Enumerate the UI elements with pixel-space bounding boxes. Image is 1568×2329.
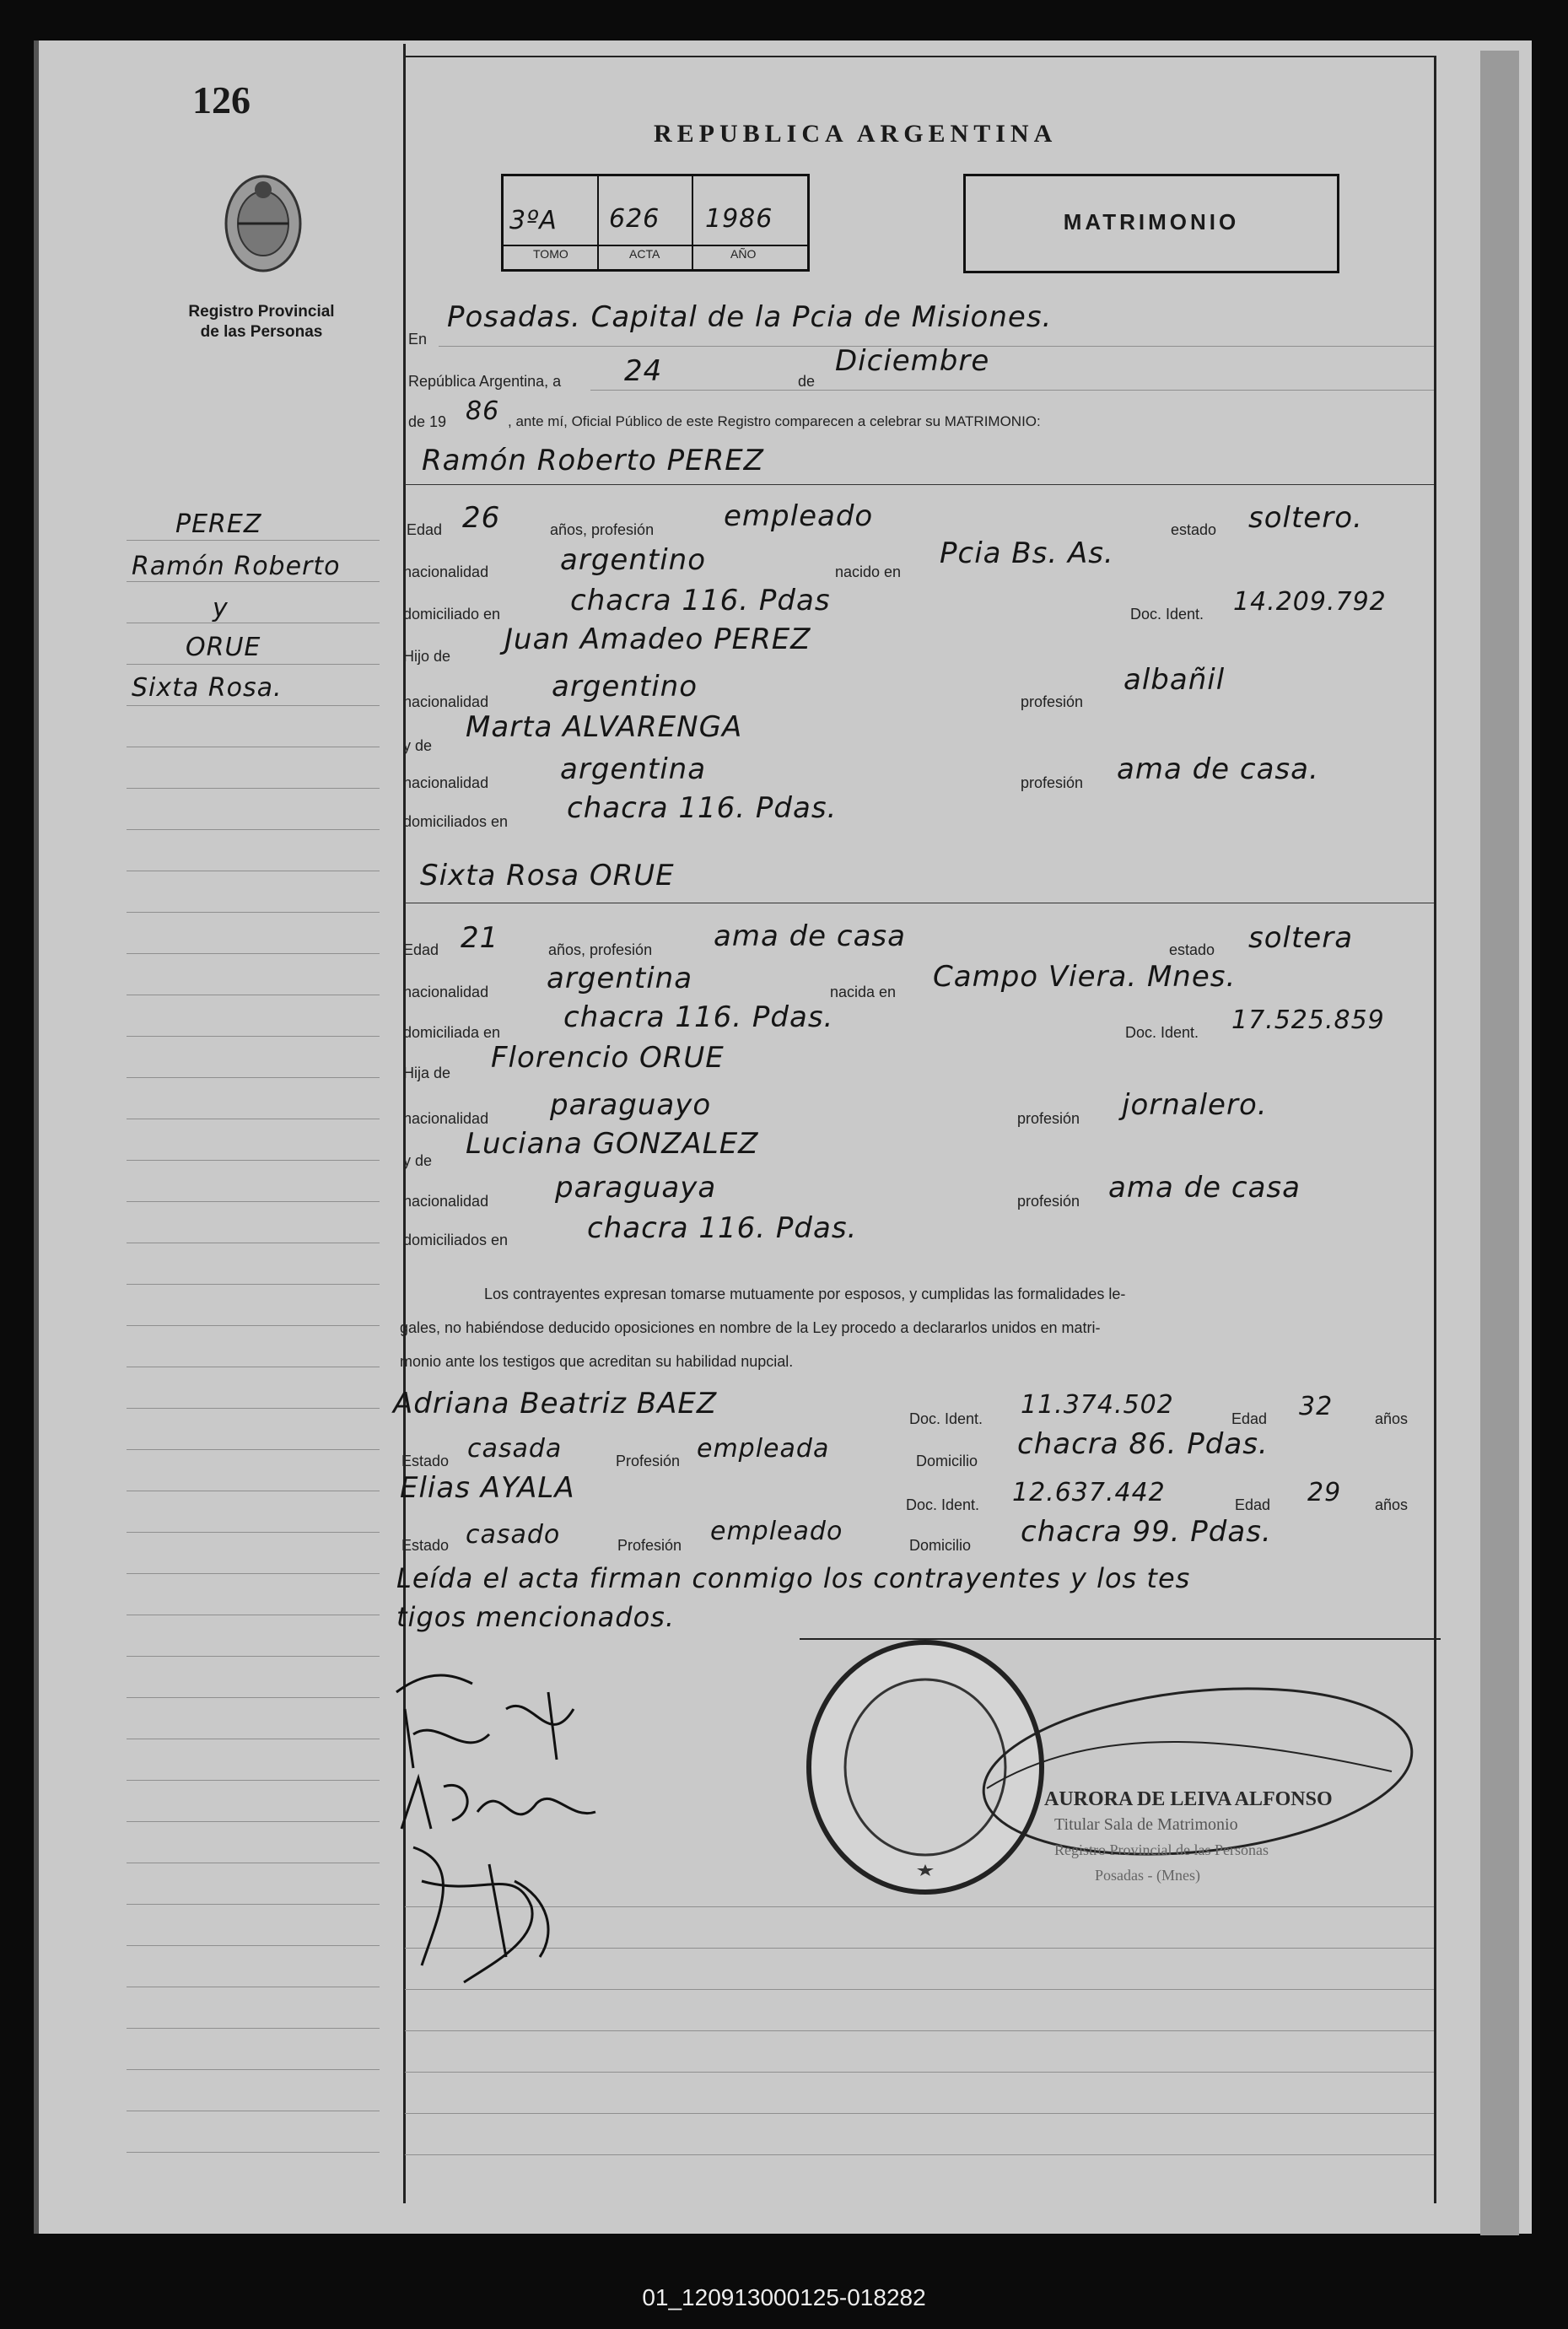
margin-rule — [127, 1780, 380, 1781]
groom-nacido-label: nacido en — [835, 563, 902, 580]
registry-line-1: Registro Provincial — [188, 303, 335, 321]
groom-doc-label: Doc. Ident. — [1130, 606, 1204, 623]
margin-rule — [127, 1408, 380, 1409]
margin-rule — [127, 2069, 380, 2070]
witness2-doc-label: Doc. Ident. — [906, 1496, 980, 1513]
groom-parents-dom: chacra 116. Pdas. — [567, 791, 838, 825]
margin-bride-surname: ORUE — [186, 633, 261, 662]
intro-text: , ante mí, Oficial Público de este Registro comparecen a celebrar su MATRIMONIO: — [508, 413, 1041, 429]
bride-parents-dom: chacra 116. Pdas. — [587, 1211, 858, 1245]
signature-groom — [380, 1658, 616, 1776]
register-page — [34, 40, 1532, 2234]
groom-profesion: empleado — [724, 499, 874, 533]
margin-rule — [127, 664, 380, 665]
groom-anos-label: años, profesión — [550, 521, 655, 538]
country-title: REPUBLICA ARGENTINA — [654, 120, 1058, 148]
bride-doc-label: Doc. Ident. — [1125, 1024, 1199, 1041]
bride-father-prof: jornalero. — [1122, 1088, 1268, 1122]
groom-doc: 14.209.792 — [1233, 587, 1387, 617]
registry-label — [152, 302, 371, 342]
margin-rule — [127, 1036, 380, 1037]
year-suffix: 86 — [466, 396, 500, 426]
declaration-line-3: monio ante los testigos que acreditan su habilidad nupcial. — [400, 1353, 794, 1370]
margin-rule — [127, 2028, 380, 2029]
witness2-domicilio: chacra 99. Pdas. — [1021, 1515, 1272, 1549]
witness1-domicilio: chacra 86. Pdas. — [1017, 1427, 1269, 1461]
margin-rule — [127, 829, 380, 830]
tomo-label: TOMO — [533, 247, 568, 261]
tomo-value: 3ºA — [509, 206, 558, 235]
margin-groom-surname: PEREZ — [175, 509, 262, 539]
bride-profesion: ama de casa — [714, 919, 906, 953]
ano-value: 1986 — [705, 204, 773, 234]
margin-rule — [127, 705, 380, 706]
bride-nac-label: nacionalidad — [403, 984, 489, 1000]
bride-mother: Luciana GONZALEZ — [466, 1127, 759, 1161]
groom-edad-label: Edad — [407, 521, 443, 538]
bride-estado-label: estado — [1169, 941, 1215, 958]
groom-father: Juan Amadeo PEREZ — [504, 623, 811, 656]
margin-conj: y — [213, 594, 229, 623]
record-type: MATRIMONIO — [1063, 209, 1240, 235]
margin-rule — [127, 1656, 380, 1657]
margin-rule — [127, 1077, 380, 1078]
bride-father-prof-label: profesión — [1017, 1110, 1080, 1127]
margin-rule — [127, 1821, 380, 1822]
body-rule — [405, 2113, 1434, 2114]
bride-estado: soltera — [1248, 921, 1354, 955]
witness1-dom-label: Domicilio — [916, 1453, 978, 1469]
margin-groom-names: Ramón Roberto — [132, 552, 341, 581]
groom-name: Ramón Roberto PEREZ — [422, 444, 764, 477]
margin-rule — [127, 1160, 380, 1161]
bride-edad-label: Edad — [403, 941, 439, 958]
bride-nacida: Campo Viera. Mnes. — [933, 960, 1237, 994]
groom-nacido: Pcia Bs. As. — [940, 536, 1114, 570]
groom-mother-prof-label: profesión — [1021, 774, 1084, 791]
bride-mother-prof-label: profesión — [1017, 1193, 1080, 1210]
bride-name: Sixta Rosa ORUE — [420, 859, 675, 892]
groom-yde-label: y de — [403, 737, 433, 754]
margin-rule — [127, 1325, 380, 1326]
month: Diciembre — [835, 344, 990, 378]
witness1-name: Adriana Beatriz BAEZ — [393, 1387, 718, 1421]
act-box-divider-1 — [597, 176, 599, 269]
margin-rule — [127, 581, 380, 582]
closing-line-2: tigos mencionados. — [396, 1601, 675, 1633]
bride-nacionalidad: argentina — [547, 962, 693, 995]
bride-domicilio: chacra 116. Pdas. — [563, 1000, 834, 1034]
bride-father-nac: paraguayo — [550, 1088, 712, 1122]
official-stamp — [1044, 1787, 1333, 1888]
witness1-prof-label: Profesión — [616, 1453, 681, 1469]
day: 24 — [624, 354, 663, 388]
bride-father-nac-label: nacionalidad — [403, 1110, 489, 1127]
groom-estado-label: estado — [1171, 521, 1217, 538]
margin-rule — [127, 1697, 380, 1698]
ano-label: AÑO — [730, 247, 757, 261]
margin-bride-names: Sixta Rosa. — [132, 673, 283, 703]
groom-dom-label: domiciliado en — [403, 606, 501, 623]
bride-anos-label: años, profesión — [548, 941, 653, 958]
signature-witness — [388, 1830, 582, 1991]
en-label: En — [408, 331, 428, 348]
declaration-line-1: Los contrayentes expresan tomarse mutuamente por esposos, y cumplidas las formalidades le- — [484, 1286, 1126, 1302]
bride-mother-nac-label: nacionalidad — [403, 1193, 489, 1210]
witness2-edad: 29 — [1307, 1478, 1342, 1507]
bride-nacida-label: nacida en — [830, 984, 897, 1000]
witness2-name: Elias AYALA — [400, 1471, 575, 1505]
acta-value: 626 — [609, 204, 660, 234]
witness2-estado-label: Estado — [401, 1537, 450, 1554]
groom-mother: Marta ALVARENGA — [466, 710, 743, 744]
witness1-doc: 11.374.502 — [1021, 1390, 1174, 1420]
margin-rule — [127, 953, 380, 954]
margin-rule — [127, 540, 380, 541]
bride-dom-label: domiciliada en — [403, 1024, 501, 1041]
witness2-doc: 12.637.442 — [1012, 1478, 1166, 1507]
bride-father: Florencio ORUE — [491, 1041, 725, 1075]
witness1-doc-label: Doc. Ident. — [909, 1410, 983, 1427]
rule — [590, 390, 1434, 391]
margin-rule — [127, 912, 380, 913]
place: Posadas. Capital de la Pcia de Misiones. — [447, 300, 1053, 334]
body-rule — [405, 2154, 1434, 2155]
bride-parents-dom-label: domiciliados en — [403, 1232, 509, 1248]
witness2-dom-label: Domicilio — [909, 1537, 972, 1554]
witness2-profesion: empleado — [710, 1517, 843, 1546]
groom-mother-prof: ama de casa. — [1117, 752, 1319, 786]
margin-rule — [127, 1201, 380, 1202]
body-rule — [405, 2030, 1434, 2031]
next-page-edge — [1480, 51, 1519, 2235]
witness2-edad-label: Edad — [1235, 1496, 1271, 1513]
margin-rule — [127, 1532, 380, 1533]
groom-hijo-label: Hijo de — [403, 648, 451, 665]
bride-edad: 21 — [461, 921, 499, 955]
stamp-office: Registro Provincial de las Personas — [1054, 1841, 1269, 1858]
bride-mother-prof: ama de casa — [1108, 1171, 1301, 1205]
registry-line-2: de las Personas — [200, 323, 323, 341]
witness1-estado-label: Estado — [401, 1453, 450, 1469]
witness1-profesion: empleada — [697, 1434, 830, 1464]
page-top-line — [403, 56, 1436, 57]
body-rule — [405, 2072, 1434, 2073]
groom-father-prof-label: profesión — [1021, 693, 1084, 710]
margin-rule — [127, 788, 380, 789]
bride-hija-label: Hija de — [403, 1065, 451, 1081]
witness2-anos-label: años — [1375, 1496, 1409, 1513]
witness2-estado: casado — [466, 1520, 561, 1550]
witness2-prof-label: Profesión — [617, 1537, 682, 1554]
groom-father-nac-label: nacionalidad — [403, 693, 489, 710]
groom-nac-label: nacionalidad — [403, 563, 489, 580]
groom-mother-nac-label: nacionalidad — [403, 774, 489, 791]
groom-mother-nac: argentina — [560, 752, 707, 786]
stamp-city: Posadas - (Mnes) — [1095, 1867, 1200, 1884]
closing-line-1: Leída el acta firman conmigo los contrayentes y los tes — [396, 1562, 1191, 1594]
margin-rule — [127, 1449, 380, 1450]
witness1-edad: 32 — [1299, 1392, 1334, 1421]
groom-parents-dom-label: domiciliados en — [403, 813, 509, 830]
margin-rule — [127, 1573, 380, 1574]
bride-doc: 17.525.859 — [1231, 1005, 1385, 1035]
act-box-label-row — [504, 245, 807, 246]
footer-id: 01_120913000125-018282 — [642, 2284, 926, 2310]
margin-rule — [127, 1904, 380, 1905]
groom-father-nac: argentino — [552, 670, 698, 704]
witness1-estado: casada — [467, 1434, 563, 1464]
act-box-divider-2 — [692, 176, 693, 269]
groom-father-prof: albañil — [1123, 663, 1226, 697]
rule — [405, 484, 1434, 485]
groom-estado: soltero. — [1248, 501, 1363, 535]
margin-rule — [127, 1945, 380, 1946]
stamp-title: Titular Sala de Matrimonio — [1054, 1815, 1238, 1834]
margin-rule — [127, 1284, 380, 1285]
groom-edad: 26 — [462, 501, 501, 535]
witness1-edad-label: Edad — [1231, 1410, 1268, 1427]
year-prefix: de 19 — [408, 413, 447, 430]
bride-mother-nac: paraguaya — [555, 1171, 717, 1205]
witness1-anos-label: años — [1375, 1410, 1409, 1427]
acta-label: ACTA — [629, 247, 660, 261]
declaration — [400, 1277, 1425, 1378]
declaration-line-2: gales, no habiéndose deducido oposiciones en nombre de la Ley procedo a declararlos unidos en matri- — [400, 1319, 1101, 1336]
de-label: de — [798, 373, 816, 390]
margin-rule — [127, 2152, 380, 2153]
bride-yde-label: y de — [403, 1152, 433, 1169]
page-number: 126 — [192, 78, 251, 121]
groom-domicilio: chacra 116. Pdas — [570, 584, 831, 617]
groom-nacionalidad: argentino — [560, 543, 706, 577]
right-border — [1434, 56, 1436, 2203]
coat-of-arms-icon — [213, 164, 314, 283]
republica-label: República Argentina, a — [408, 373, 562, 390]
stamp-name: AURORA DE LEIVA ALFONSO — [1044, 1788, 1333, 1810]
